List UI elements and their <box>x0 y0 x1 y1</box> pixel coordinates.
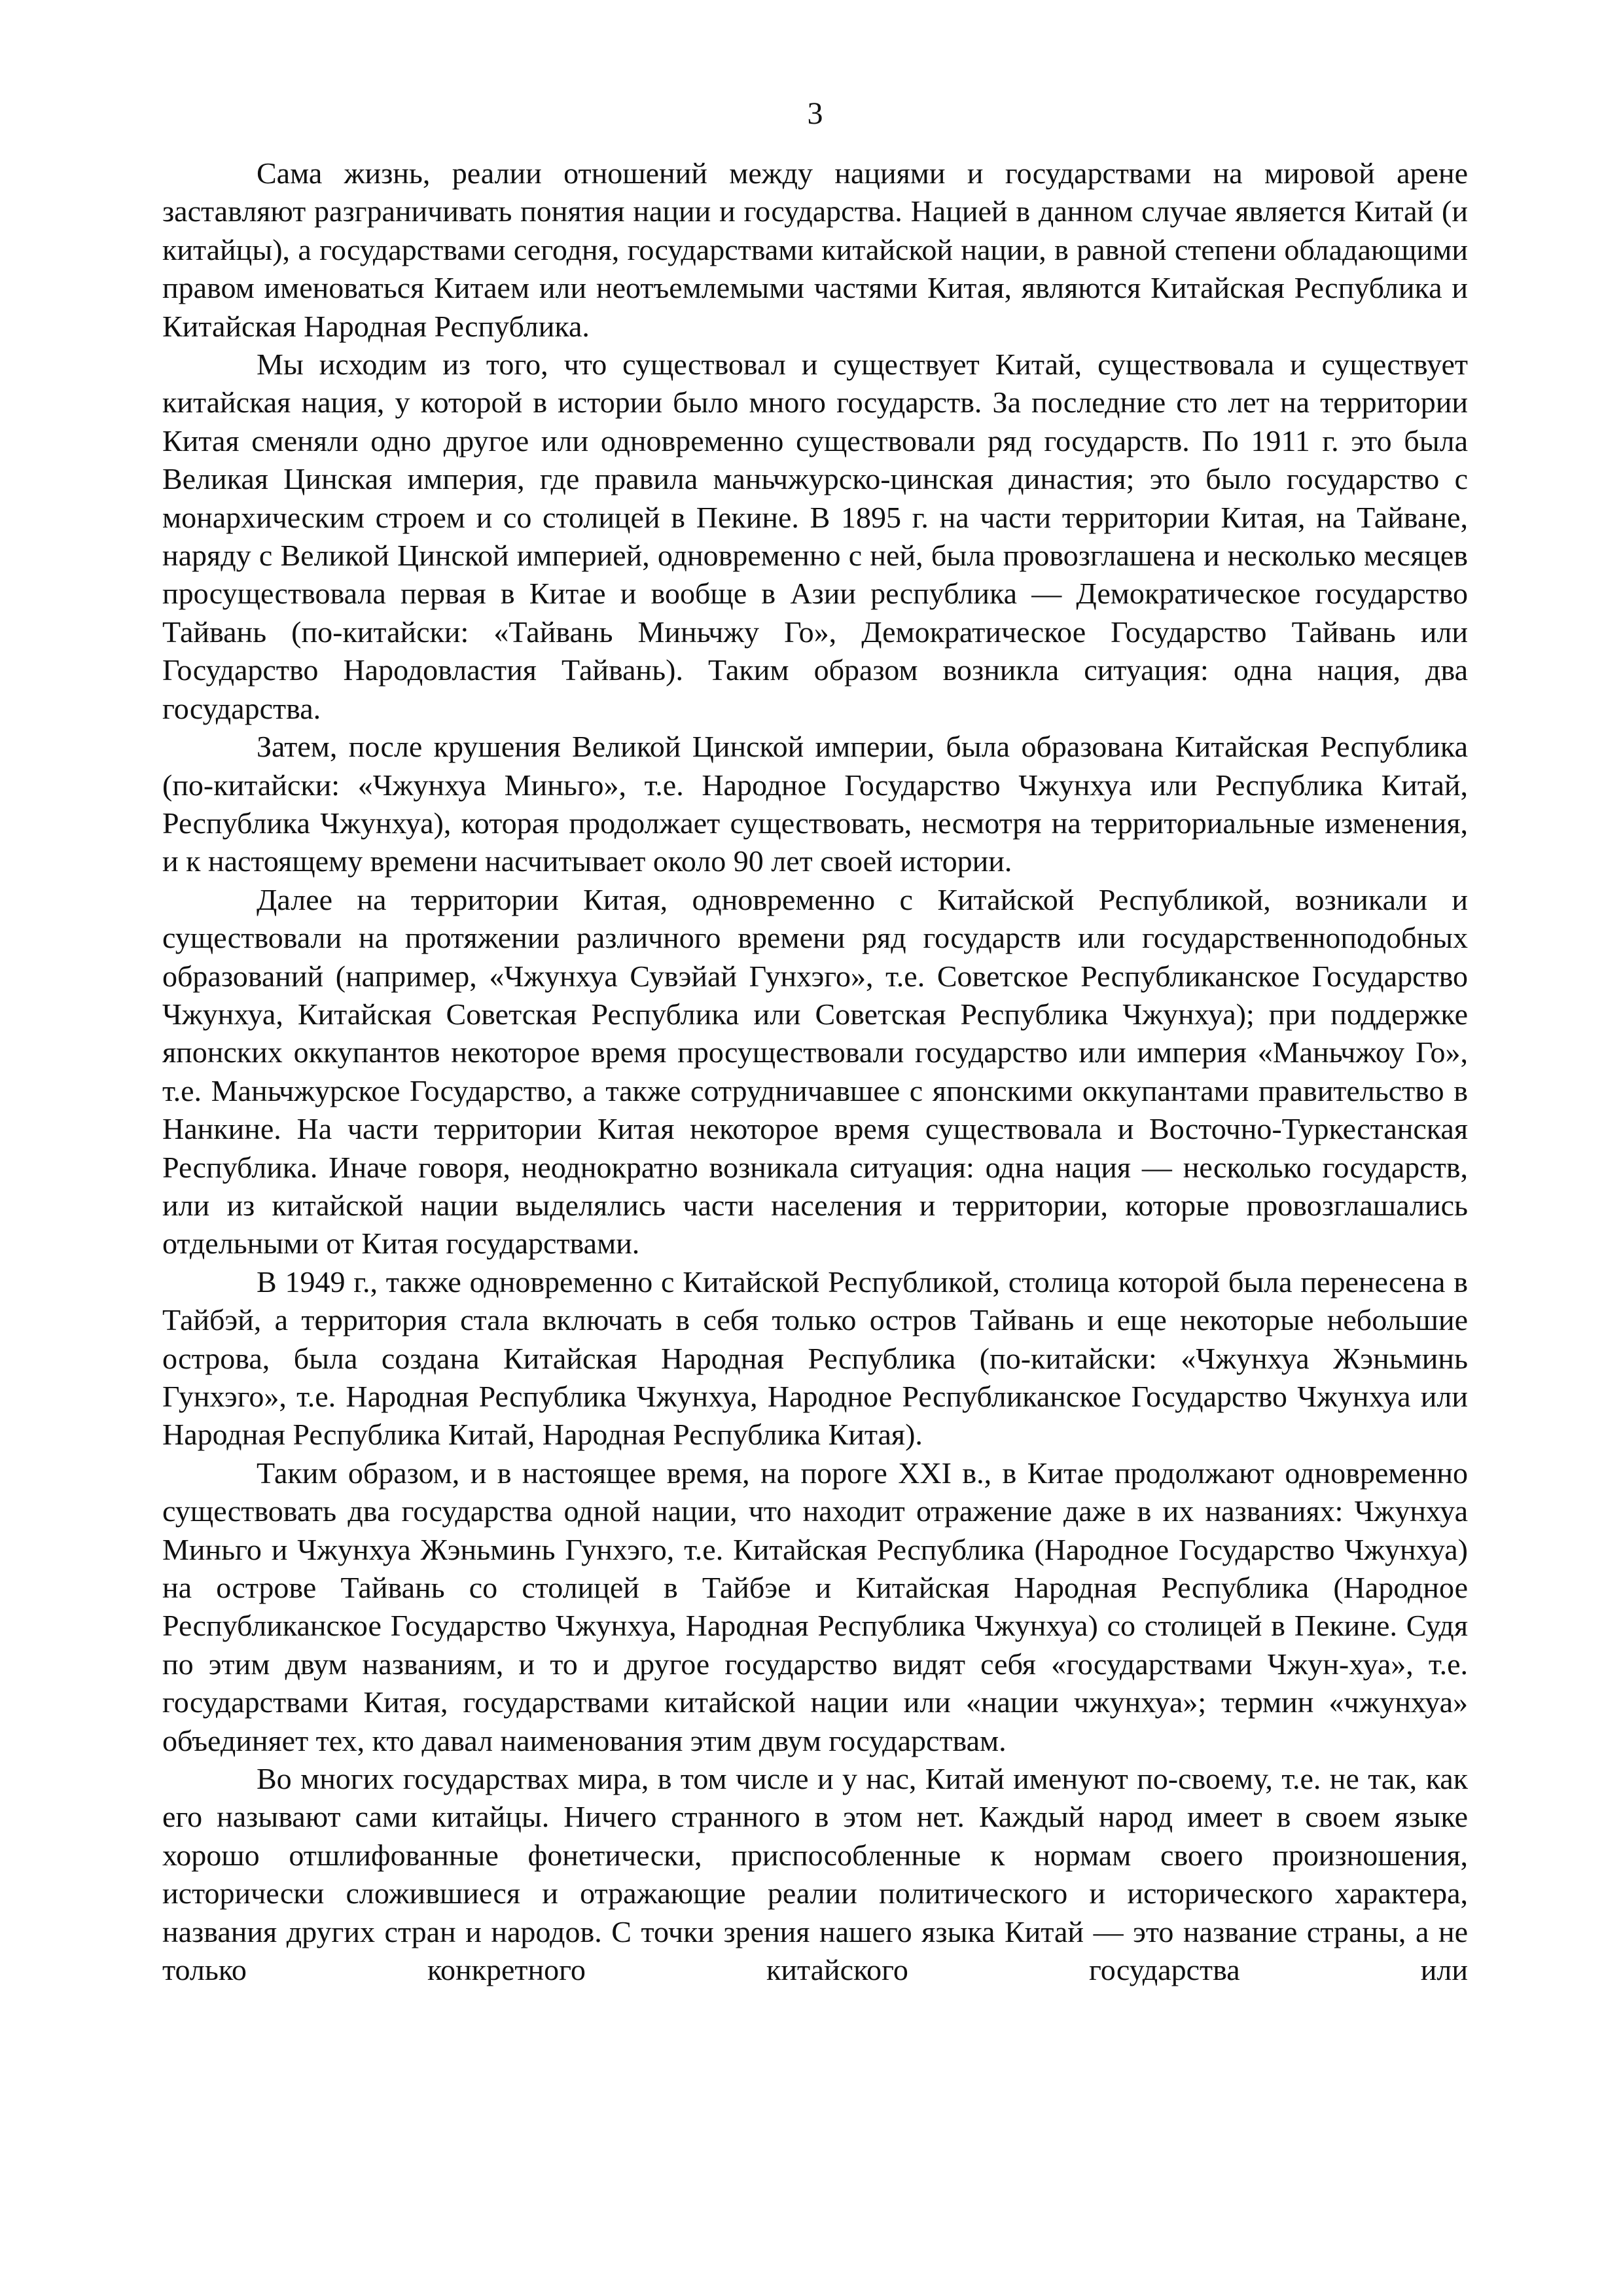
paragraph: Затем, после крушения Великой Цинской империи, была образована Китайская Республика (по-китайски: «Чжунхуа Миньго», т.е. Народное Государство Чжунхуа или Республика Китай, Республика Чжунхуа), которая продолжает существовать, несмотря на территориальные изменения, и к настоящему времени насчитывает около 90 лет своей истории. <box>162 730 1468 878</box>
paragraph: Во многих государствах мира, в том числе и у нас, Китай именуют по-своему, т.е. не так, как его называют сами китайцы. Ничего странного в этом нет. Каждый народ имеет в своем языке хорошо отшлифованные фонетически, приспособленные к нормам своего произношения, исторически сложившиеся и отражающие реалии политического и исторического характера, названия других стран и народов. С точки зрения нашего языка Китай — это название страны, а не только конкретного китайского государства или <box>162 1762 1468 1987</box>
paragraph: Сама жизнь, реалии отношений между нациями и государствами на мировой арене заставляют разграничивать понятия нации и государства. Нацией в данном случае является Китай (и китайцы), а государствами сегодня, государствами китайской нации, в равной степени обладающими правом именоваться Китаем или неотъемлемыми частями Китая, являются Китайская Республика и Китайская Народная Республика. <box>162 156 1468 343</box>
paragraph: В 1949 г., также одновременно с Китайской Республикой, столица которой была перенесена в Тайбэй, а территория стала включать в себя только остров Тайвань и еще некоторые небольшие острова, была создана Китайская Народная Республика (по-китайски: «Чжунхуа Жэньминь Гунхэго», т.е. Народная Республика Чжунхуа, Народное Республиканское Государство Чжунхуа или Народная Республика Китай, Народная Республика Китая). <box>162 1265 1468 1452</box>
page-number: 3 <box>807 96 823 131</box>
paragraph: Таким образом, и в настоящее время, на пороге XXI в., в Китае продолжают одновременно существовать два государства одной нации, что находит отражение даже в их названиях: Чжунхуа Миньго и Чжунхуа Жэньминь Гунхэго, т.е. Китайская Республика (Народное Государство Чжунхуа) на острове Тайвань со столицей в Тайбэе и Китайская Народная Республика (Народное Республиканское Государство Чжунхуа, Народная Республика Чжунхуа) со столицей в Пекине. Судя по этим двум названиям, и то и другое государство видят себя «государствами Чжун-хуа», т.е. государствами Китая, государствами китайской нации или «нации чжунхуа»; термин «чжунхуа» объединяет тех, кто давал наименования этим двум государствам. <box>162 1456 1468 1757</box>
document-page <box>162 0 1468 2296</box>
paragraph: Далее на территории Китая, одновременно с Китайской Республикой, возникали и существовали на протяжении различного времени ряд государств или государственноподобных образований (например, «Чжунхуа Сувэйай Гунхэго», т.е. Советское Республиканское Государство Чжунхуа, Китайская Советская Республика или Советская Республика Чжунхуа); при поддержке японских оккупантов некоторое время просуществовали государство или империя «Маньчжоу Го», т.е. Маньчжурское Государство, а также сотрудничавшее с японскими оккупантами правительство в Нанкине. На части территории Китая некоторое время существовала и Восточно-Туркестанская Республика. Иначе говоря, неоднократно возникала ситуация: одна нация — несколько государств, или из китайской нации выделялись части населения и территории, которые провозглашались отдельными от Китая государствами. <box>162 882 1468 1261</box>
body-text <box>162 154 1468 1990</box>
paragraph: Мы исходим из того, что существовал и существует Китай, существовала и существует китайская нация, у которой в истории было много государств. За последние сто лет на территории Китая сменяли одно другое или одновременно существовали ряд государств. По 1911 г. это была Великая Цинская империя, где правила маньчжурско-цинская династия; это было государство с монархическим строем и со столицей в Пекине. В 1895 г. на части территории Китая, на Тайване, наряду с Великой Цинской империей, одновременно с ней, была провозглашена и несколько месяцев просуществовала первая в Китае и вообще в Азии республика — Демократическое государство Тайвань (по-китайски: «Тайвань Миньчжу Го», Демократическое Государство Тайвань или Государство Народовластия Тайвань). Таким образом возникла ситуация: одна нация, два государства. <box>162 348 1468 725</box>
